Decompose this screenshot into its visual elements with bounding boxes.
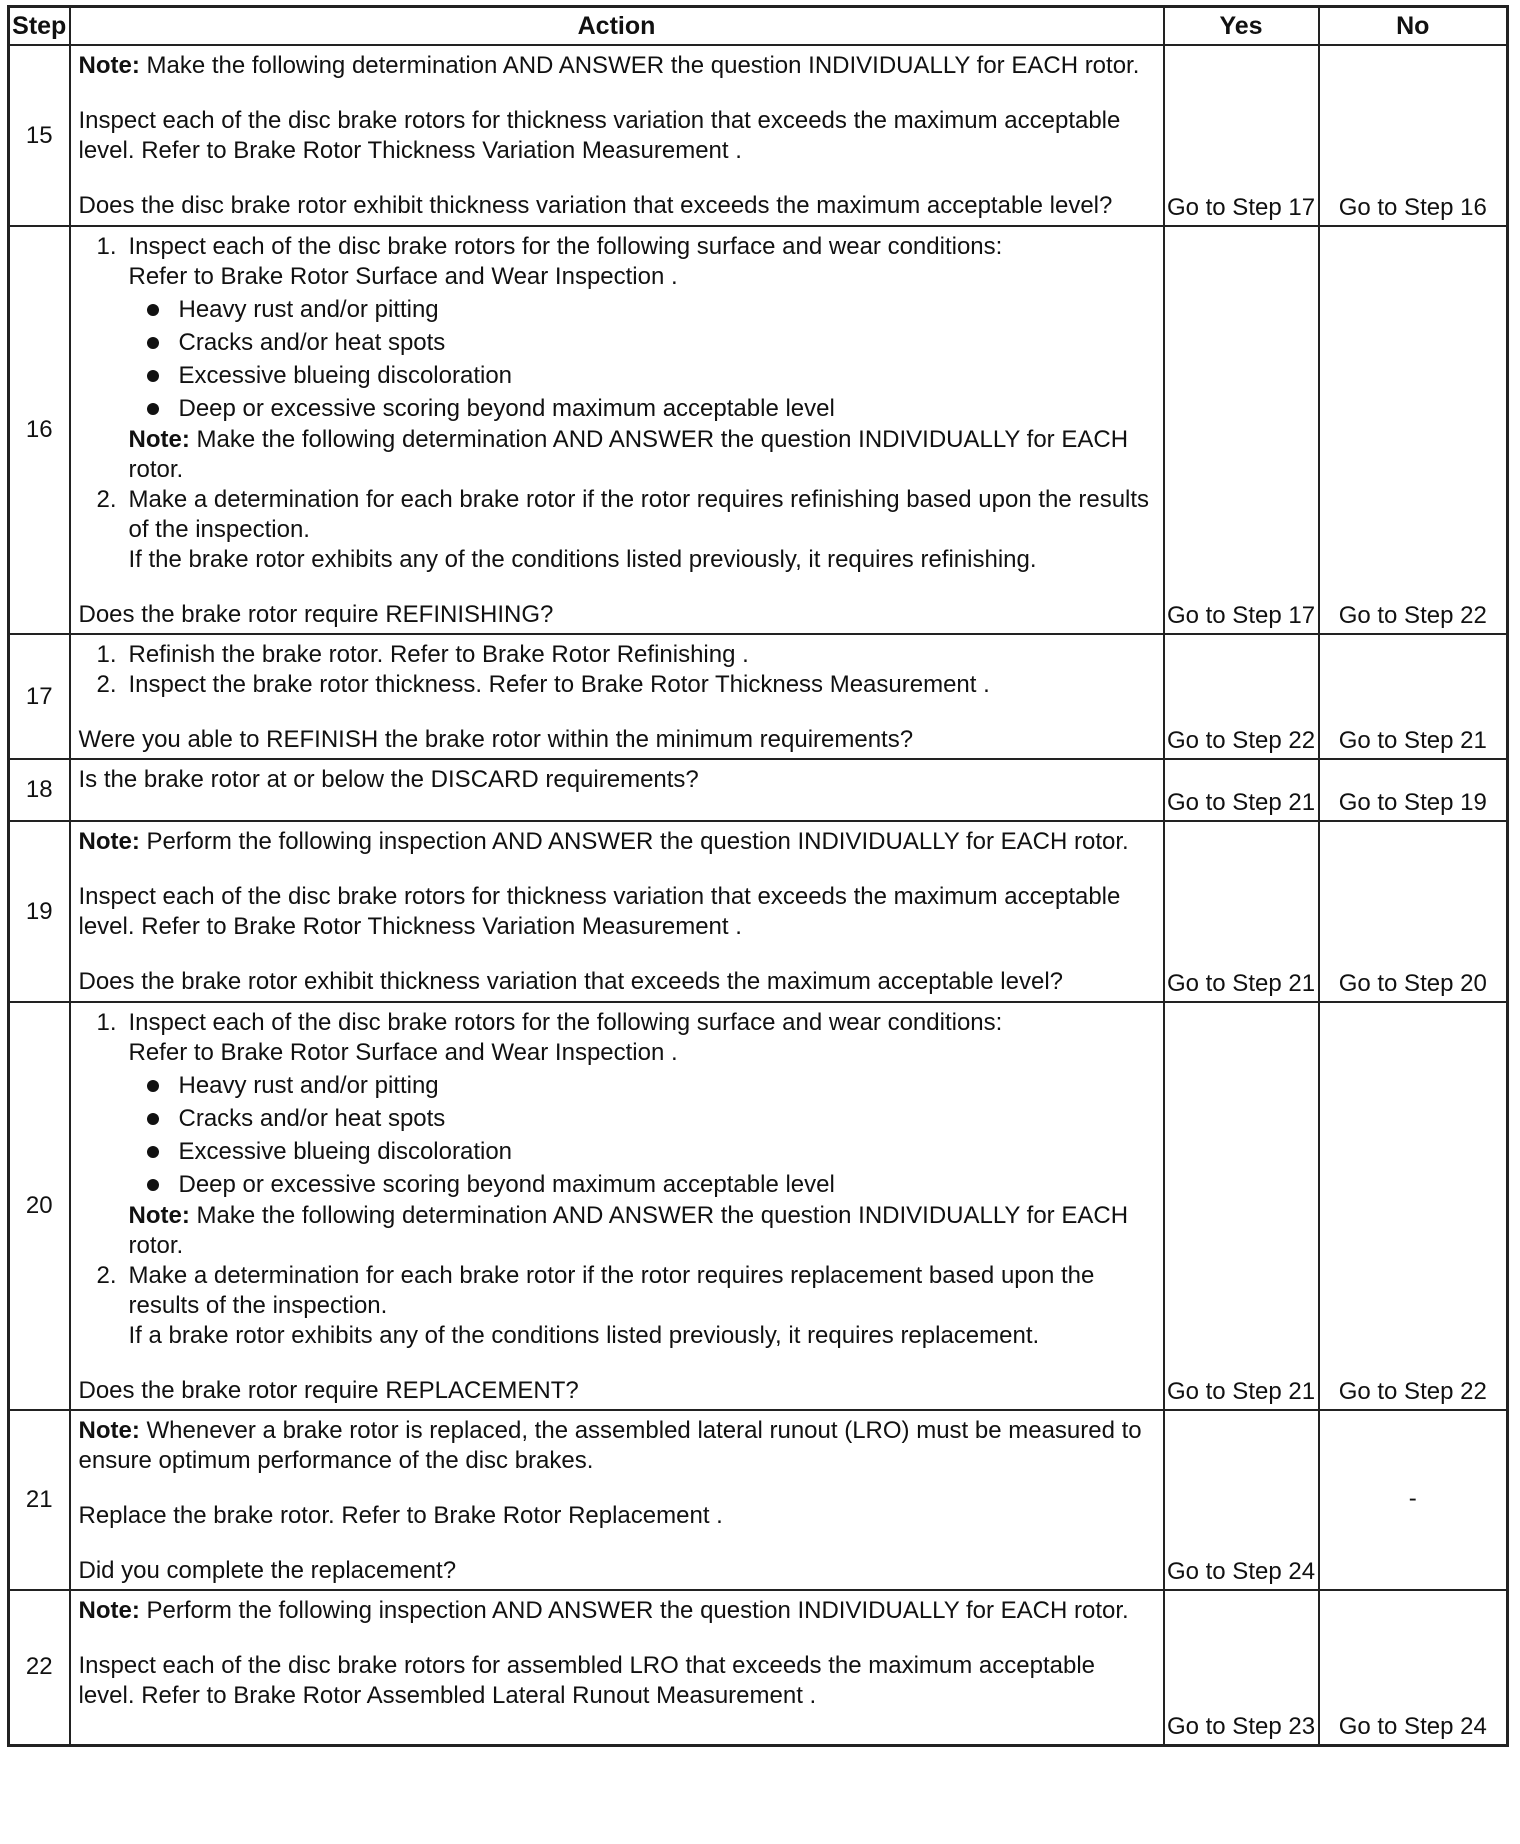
note-label: Note: — [78, 1417, 140, 1444]
item-text: Make a determination for each brake rotor if the rotor requires replacement based upon the results of the inspection. — [128, 1262, 1095, 1319]
action-cell — [70, 1410, 1164, 1590]
item-text: Make a determination for each brake rotor if the rotor requires refinishing based upon the results of the inspection. — [128, 486, 1150, 543]
action-cell — [70, 759, 1164, 821]
note — [129, 1201, 1155, 1261]
note-text: Perform the following inspection AND ANSWER the question INDIVIDUALLY for EACH rotor. — [139, 1597, 1129, 1624]
action-body: Replace the brake rotor. Refer to Brake Rotor Replacement . — [78, 1502, 723, 1529]
list-item — [129, 392, 1155, 425]
list-item — [129, 1135, 1155, 1168]
condition-text: Excessive blueing discoloration — [178, 362, 513, 389]
table-row — [9, 1002, 1508, 1410]
question: Does the brake rotor require REPLACEMENT? — [78, 1377, 579, 1404]
header-row — [9, 7, 1508, 46]
yes-cell: Go to Step 17 — [1164, 226, 1319, 634]
note-text: Perform the following inspection AND ANSWER the question INDIVIDUALLY for EACH rotor. — [139, 828, 1129, 855]
header-step: Step — [9, 7, 70, 46]
no-cell: Go to Step 21 — [1319, 634, 1508, 759]
list-item — [129, 326, 1155, 359]
conditions-list — [129, 293, 1155, 425]
table-row — [9, 1590, 1508, 1745]
item-text: Inspect each of the disc brake rotors for the following surface and wear conditions: — [128, 1009, 1003, 1036]
item-ref: Refer to Brake Rotor Surface and Wear Inspection . — [128, 263, 678, 290]
step-number: 20 — [9, 1002, 70, 1410]
note — [79, 1416, 1155, 1476]
list-item — [129, 359, 1155, 392]
no-cell: Go to Step 16 — [1319, 45, 1508, 226]
list-item — [129, 293, 1155, 326]
bullet-icon — [147, 403, 159, 415]
list-item — [79, 1261, 1155, 1351]
note-label: Note: — [128, 1202, 190, 1229]
header-yes: Yes — [1164, 7, 1319, 46]
action-cell — [70, 634, 1164, 759]
note-label: Note: — [78, 1597, 140, 1624]
item-extra: If the brake rotor exhibits any of the conditions listed previously, it requires refinishing. — [128, 546, 1037, 573]
step-number: 16 — [9, 226, 70, 634]
yes-cell: Go to Step 21 — [1164, 759, 1319, 821]
action-body: Inspect each of the disc brake rotors for assembled LRO that exceeds the maximum acceptable level. Refer to Brake Rotor Assembled Lateral Runout Measurement . — [78, 1652, 1096, 1709]
list-item — [79, 485, 1155, 575]
condition-text: Heavy rust and/or pitting — [178, 1072, 439, 1099]
list-item — [129, 1102, 1155, 1135]
note-text: Make the following determination AND ANSWER the question INDIVIDUALLY for EACH rotor. — [128, 426, 1129, 483]
list-item — [79, 232, 1155, 485]
yes-cell: Go to Step 24 — [1164, 1410, 1319, 1590]
note — [79, 1596, 1155, 1626]
item-text: Inspect the brake rotor thickness. Refer to Brake Rotor Thickness Measurement . — [128, 671, 990, 698]
step-number: 18 — [9, 759, 70, 821]
no-cell: Go to Step 24 — [1319, 1590, 1508, 1745]
question: Is the brake rotor at or below the DISCARD requirements? — [78, 766, 699, 793]
yes-cell: Go to Step 23 — [1164, 1590, 1319, 1745]
yes-cell: Go to Step 21 — [1164, 1002, 1319, 1410]
bullet-icon — [147, 1179, 159, 1191]
bullet-icon — [147, 304, 159, 316]
note — [79, 827, 1155, 857]
bullet-icon — [147, 1113, 159, 1125]
item-number: 2. — [96, 671, 117, 698]
bullet-icon — [147, 337, 159, 349]
yes-cell: Go to Step 21 — [1164, 821, 1319, 1002]
note — [129, 425, 1155, 485]
procedure-list — [79, 1008, 1155, 1351]
no-cell: Go to Step 22 — [1319, 226, 1508, 634]
procedure-list — [79, 640, 1155, 700]
header-no: No — [1319, 7, 1508, 46]
item-text: Refinish the brake rotor. Refer to Brake Rotor Refinishing . — [128, 641, 749, 668]
item-ref: Refer to Brake Rotor Surface and Wear Inspection . — [128, 1039, 678, 1066]
note-label: Note: — [78, 52, 140, 79]
table-row — [9, 1410, 1508, 1590]
item-number: 1. — [96, 641, 117, 668]
question: Were you able to REFINISH the brake rotor within the minimum requirements? — [78, 726, 914, 753]
yes-cell: Go to Step 17 — [1164, 45, 1319, 226]
note — [79, 51, 1155, 81]
action-cell — [70, 226, 1164, 634]
note-text: Whenever a brake rotor is replaced, the assembled lateral runout (LRO) must be measured to ensure optimum performance of the disc brakes. — [78, 1417, 1142, 1474]
list-item — [129, 1069, 1155, 1102]
step-number: 21 — [9, 1410, 70, 1590]
table-row — [9, 821, 1508, 1002]
no-cell: - — [1319, 1410, 1508, 1590]
action-body: Inspect each of the disc brake rotors for thickness variation that exceeds the maximum acceptable level. Refer to Brake Rotor Thickness Variation Measurement . — [78, 883, 1121, 940]
table-row — [9, 634, 1508, 759]
step-number: 17 — [9, 634, 70, 759]
bullet-icon — [147, 370, 159, 382]
action-cell — [70, 1590, 1164, 1745]
question: Does the brake rotor exhibit thickness variation that exceeds the maximum acceptable level? — [78, 968, 1064, 995]
list-item — [79, 640, 1155, 670]
condition-text: Cracks and/or heat spots — [178, 329, 446, 356]
condition-text: Excessive blueing discoloration — [178, 1138, 513, 1165]
item-number: 1. — [96, 1009, 117, 1036]
table-row — [9, 759, 1508, 821]
item-number: 2. — [96, 486, 117, 513]
condition-text: Cracks and/or heat spots — [178, 1105, 446, 1132]
condition-text: Heavy rust and/or pitting — [178, 296, 439, 323]
yes-cell: Go to Step 22 — [1164, 634, 1319, 759]
action-body: Inspect each of the disc brake rotors for thickness variation that exceeds the maximum acceptable level. Refer to Brake Rotor Thickness Variation Measurement . — [78, 107, 1121, 164]
note-text: Make the following determination AND ANSWER the question INDIVIDUALLY for EACH rotor. — [128, 1202, 1129, 1259]
item-number: 1. — [96, 233, 117, 260]
question: Did you complete the replacement? — [78, 1557, 457, 1584]
table-row — [9, 45, 1508, 226]
list-item — [79, 670, 1155, 700]
item-text: Inspect each of the disc brake rotors for the following surface and wear conditions: — [128, 233, 1003, 260]
diagnostic-table — [7, 5, 1509, 1747]
step-number: 22 — [9, 1590, 70, 1745]
list-item — [129, 1168, 1155, 1201]
condition-text: Deep or excessive scoring beyond maximum acceptable level — [178, 1171, 835, 1198]
note-label: Note: — [128, 426, 190, 453]
table-row — [9, 226, 1508, 634]
no-cell: Go to Step 20 — [1319, 821, 1508, 1002]
note-label: Note: — [78, 828, 140, 855]
bullet-icon — [147, 1080, 159, 1092]
step-number: 15 — [9, 45, 70, 226]
item-extra: If a brake rotor exhibits any of the conditions listed previously, it requires replacement. — [128, 1322, 1040, 1349]
note-text: Make the following determination AND ANSWER the question INDIVIDUALLY for EACH rotor. — [139, 52, 1140, 79]
item-number: 2. — [96, 1262, 117, 1289]
action-cell — [70, 821, 1164, 1002]
header-action: Action — [70, 7, 1164, 46]
condition-text: Deep or excessive scoring beyond maximum acceptable level — [178, 395, 835, 422]
list-item — [79, 1008, 1155, 1261]
procedure-list — [79, 232, 1155, 575]
no-cell: Go to Step 22 — [1319, 1002, 1508, 1410]
action-cell — [70, 45, 1164, 226]
no-cell: Go to Step 19 — [1319, 759, 1508, 821]
action-cell — [70, 1002, 1164, 1410]
conditions-list — [129, 1069, 1155, 1201]
question: Does the disc brake rotor exhibit thickness variation that exceeds the maximum acceptable level? — [78, 192, 1113, 219]
question: Does the brake rotor require REFINISHING? — [78, 601, 554, 628]
bullet-icon — [147, 1146, 159, 1158]
step-number: 19 — [9, 821, 70, 1002]
